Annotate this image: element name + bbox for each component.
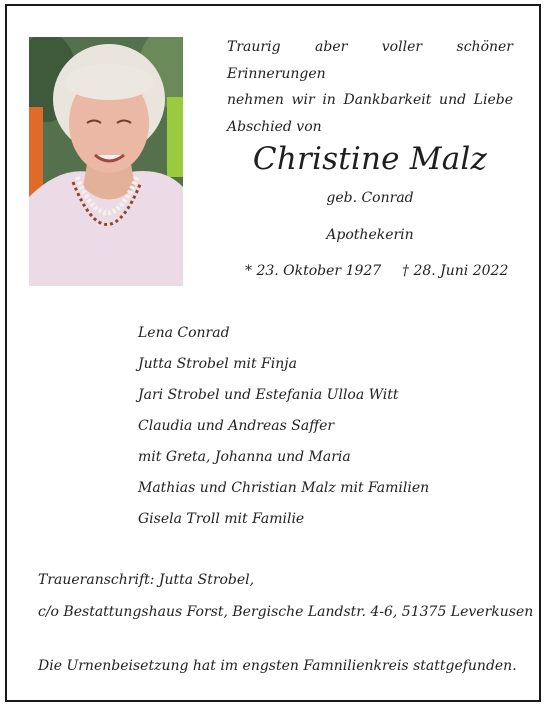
death-date: † 28. Juni 2022 — [402, 263, 509, 279]
profession: Apothekerin — [326, 227, 414, 243]
mourner-item: Gisela Troll mit Familie — [138, 511, 305, 527]
intro-line: Traurig aber voller schöner Erinnerungen — [227, 39, 513, 82]
burial-notice: Die Urnenbeisetzung hat im engsten Famnilienkreis stattgefunden. — [38, 658, 517, 674]
deceased-name: Christine Malz — [252, 141, 488, 177]
portrait-photo — [29, 37, 183, 286]
mourner-item: Jari Strobel und Estefania Ulloa Witt — [138, 387, 399, 403]
mourners-list — [138, 322, 429, 539]
mourning-address-line: c/o Bestattungshaus Forst, Bergische Landstr. 4-6, 51375 Leverkusen — [38, 604, 534, 620]
mourner-item: Mathias und Christian Malz mit Familien — [138, 480, 430, 496]
mourner-item: Lena Conrad — [138, 325, 230, 341]
mourning-address-line: Traueranschrift: Jutta Strobel, — [38, 572, 255, 588]
born-name: geb. Conrad — [326, 190, 414, 206]
mourner-item: Claudia und Andreas Saffer — [138, 418, 335, 434]
birth-date: * 23. Oktober 1927 — [245, 263, 382, 279]
mourner-item: Jutta Strobel mit Finja — [138, 356, 297, 372]
intro-line: nehmen wir in Dankbarkeit und Liebe — [227, 92, 513, 108]
mourner-item: mit Greta, Johanna und Maria — [138, 449, 351, 465]
intro-text — [227, 34, 513, 140]
intro-line: Abschied von — [227, 118, 322, 135]
